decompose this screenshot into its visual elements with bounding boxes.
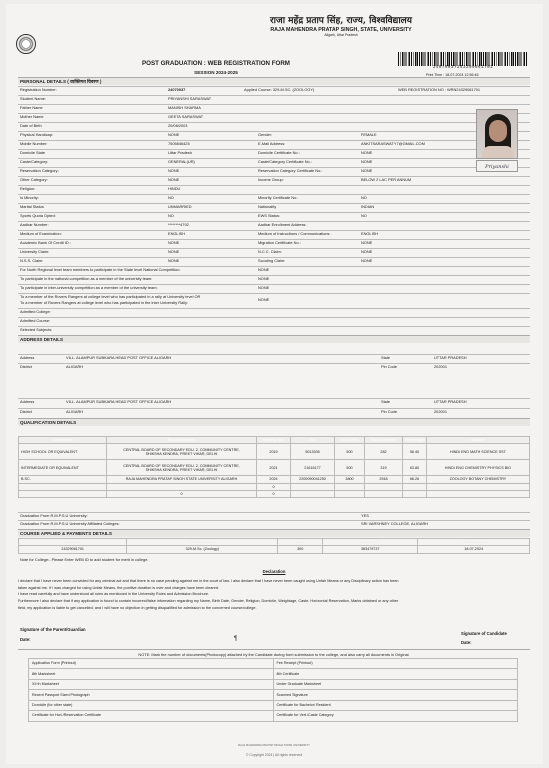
grad-college-value: SRI VARSHNEY COLLEGE, ALIGARH — [361, 521, 429, 526]
field-label: Reservation Category: — [20, 168, 59, 173]
form-row — [18, 408, 530, 409]
obtained-cell — [365, 490, 403, 497]
form-row — [18, 131, 530, 132]
footer-copyright: © Copyright 2024 | All rights reserved — [245, 753, 303, 757]
field-label: Address — [20, 355, 35, 360]
year-cell: 2024 — [257, 476, 291, 483]
field-label: Medium of Instructions / Communications: — [258, 231, 331, 236]
grad-univ-value: YES — [361, 513, 369, 518]
column-header: Applied Course — [127, 539, 278, 546]
field-label: Other Category: — [20, 177, 48, 182]
exam-cell: INTERMEDIATE OR EQUIVALENT — [19, 460, 107, 476]
sports-value: NO — [168, 213, 174, 218]
declaration-title: Declaration — [262, 569, 286, 574]
father-name: MANISH SHARMA — [168, 105, 201, 110]
table-row — [29, 711, 518, 721]
obtained-cell: 2518 — [365, 476, 403, 483]
claim-value: NONE — [258, 276, 270, 281]
abc-value: NONE — [168, 240, 180, 245]
list-item: Recent Passport Sized Photograph — [29, 690, 274, 700]
field-label: Scouting Claim: — [258, 258, 286, 263]
minority-value: NO — [168, 195, 174, 200]
caste-cert-value: NONE — [361, 159, 373, 164]
board-cell: RAJA MAHENDRA PRATAP SINGH STATE UNIVERSITY ALIGARH — [107, 476, 257, 483]
max-cell — [335, 490, 365, 497]
field-label: Admitted Course: — [20, 318, 51, 323]
exam-cell — [19, 483, 107, 490]
college-note: Note for College:- Please Enter WEB ID to add student for merit in college. — [20, 557, 149, 562]
field-label: Mother Name — [20, 114, 44, 119]
field-label: Marital Status — [20, 204, 44, 209]
field-label: District — [20, 409, 32, 414]
field-label: Is Minority: — [20, 195, 39, 200]
year-cell: 2019 — [257, 444, 291, 460]
nss-value: NONE — [168, 258, 180, 263]
field-label: Graduation From R.M.P.S.U University: — [20, 513, 88, 518]
field-label: Address — [20, 399, 35, 404]
table-row — [19, 460, 530, 476]
web-id-cell: 24329061701 — [19, 546, 127, 553]
university-name-hindi: राजा महेंद्र प्रताप सिंह, राज्य, विश्वविद्यालय — [270, 16, 412, 26]
medium-instr-value: ENGLISH — [361, 231, 379, 236]
marital-value: UNMARRIED — [168, 204, 192, 209]
column-header: Roll — [291, 437, 335, 444]
field-label: Aadhar Enrollment Address: — [258, 222, 307, 227]
max-cell: 500 — [335, 460, 365, 476]
field-label: Medium of Examination: — [20, 231, 62, 236]
max-cell: 3800 — [335, 476, 365, 483]
field-label: EWS Status: — [258, 213, 281, 218]
roll-cell: 21616177 — [291, 460, 335, 476]
ncc-value: NONE — [361, 249, 373, 254]
candidate-photo — [476, 109, 518, 159]
declaration-text: I declare that I have never been convicted for any criminal act and that there is no case pending against me in the court of law. I also declare that I have never been caught using Unfair Means or any Disciplinary action has been taken against me. If I was charged for using Unfair Means, the punitive duration is over and charges have been cleared. I have read carefully and have understood all rules as mentioned in the University Rules and Admission Brochure. Furthermore I also declare that if any application is found to contain incorrect/false information regarding my Name, Birth Date, Gender, Religion, Domicile, Weightage, Caste, Horizontal Reservation, Marks obtained or any other field, my application is liable to get cancelled, and I will have no objection in getting disqualified for admission to the concerned course/college. — [18, 579, 399, 610]
field-label: Domicile State — [20, 150, 46, 155]
state-value: UTTAR PRADESH — [434, 355, 467, 360]
form-row — [18, 95, 530, 96]
address-value: VILL- ALAMPUR SUBKARA HEAD POST OFFICE ALIGARH — [66, 399, 172, 404]
medium-exam-value: ENGLISH — [168, 231, 186, 236]
exam-cell: B.SC. — [19, 476, 107, 483]
column-header: Passing Year — [257, 437, 291, 444]
form-row — [18, 317, 530, 318]
field-label: State — [381, 355, 391, 360]
footer-university: RAJA MAHENDRA PRATAP SINGH STATE UNIVERSITY — [238, 743, 310, 747]
obtained-cell — [365, 483, 403, 490]
roll-cell — [291, 490, 335, 497]
barcode-icon — [398, 52, 528, 66]
table-row — [19, 546, 530, 553]
form-row — [18, 363, 530, 364]
reservation-value: NONE — [168, 168, 180, 173]
percentage-cell: 63.80 — [403, 460, 427, 476]
table-row — [29, 700, 518, 710]
field-label: Registration Number: — [20, 87, 57, 92]
form-row — [18, 185, 530, 186]
board-cell: CENTRAL BOARD OF SECONDARY EDU. 2, COMMUNITY CENTRE, SHIKSHA KENDRA, PREET VIHAR, DELHI — [107, 444, 257, 460]
list-item: Certificate for Vert./Caste Category — [273, 711, 518, 721]
payment-date-cell: 18-07-2024 — [418, 546, 530, 553]
field-label: District — [20, 364, 32, 369]
subjects-cell — [426, 483, 529, 490]
list-item: Scanned Signature — [273, 690, 518, 700]
qualification-table — [18, 436, 530, 498]
form-row — [18, 122, 530, 123]
form-row — [18, 308, 530, 309]
list-item: Under Graduate Marksheet — [273, 679, 518, 689]
religion-value: HINDU — [168, 186, 181, 191]
column-header: Subjects — [426, 437, 529, 444]
caste-value: GENERAL(UR) — [168, 159, 195, 164]
field-label: Religion: — [20, 186, 36, 191]
field-label: University Claim: — [20, 249, 50, 254]
column-header: Percentage — [403, 437, 427, 444]
form-row — [18, 326, 530, 327]
percentage-cell — [403, 483, 427, 490]
mother-name: GEETA SARASWAT — [168, 114, 204, 119]
list-item: 8th Marksheet — [29, 669, 274, 679]
aadhar-value: ********4792 — [168, 222, 189, 227]
field-label: Father Name — [20, 105, 43, 110]
form-row — [18, 104, 530, 105]
table-row — [19, 490, 530, 497]
form-row — [18, 113, 530, 114]
claim-value: NONE — [258, 297, 270, 302]
migration-value: NONE — [361, 240, 373, 245]
subjects-cell: ZOOLOGY BOTANY CHEMISTRY — [426, 476, 529, 483]
list-item: Application Form (Printout) — [29, 659, 274, 669]
date-of-birth: 20/08/2003 — [168, 123, 188, 128]
field-label: State — [381, 399, 391, 404]
percentage-cell: 56.40 — [403, 444, 427, 460]
parent-date-label: Date: — [20, 637, 31, 642]
field-label: Mobile Number: — [20, 141, 48, 146]
field-label: Caste/Category Certificate No.: — [258, 159, 312, 164]
parent-signature-label: Signature of the Parent/Guardian — [20, 627, 86, 632]
list-item: Fee Receipt (Printout) — [273, 659, 518, 669]
field-label: Pin Code — [381, 364, 398, 369]
university-name-english: RAJA MAHENDRA PRATAP SINGH, STATE, UNIVERSITY — [270, 27, 412, 34]
student-name: PRIYANSHI SARASWAT — [168, 96, 212, 101]
max-cell — [335, 483, 365, 490]
obtained-cell: 319 — [365, 460, 403, 476]
claim-value: NONE — [258, 267, 270, 272]
table-row — [19, 476, 530, 483]
minority-cert-value: NO — [361, 195, 367, 200]
pincode-value: 202001 — [434, 409, 447, 414]
candidate-signature-label: Signature of Candidate — [461, 631, 507, 636]
column-header: Fee — [278, 539, 323, 546]
univ-claim-value: NONE — [168, 249, 180, 254]
board-cell: 0 — [107, 490, 257, 497]
handicap-value: NONE — [168, 132, 180, 137]
field-label: To a member of Rovers Rangers at college level who has participated in the inter University Rally: — [20, 300, 189, 305]
list-item: Certificate for Bachelor/ Resident — [273, 700, 518, 710]
roll-cell: 2200090041250 — [291, 476, 335, 483]
field-label: Graduation From R.M.P.S.U University Affiliated Colleges: — [20, 521, 120, 526]
field-label: E-Mail Address: — [258, 141, 286, 146]
candidate-date-label: Date: — [461, 640, 472, 645]
column-header: Payment ID — [323, 539, 418, 546]
field-label: Reservation Category Certificate No.: — [258, 168, 323, 173]
field-label: Gender: — [258, 132, 273, 137]
documents-checklist — [28, 658, 518, 722]
field-label: Migration Certificate No.: — [258, 240, 301, 245]
list-item: XII th Marksheet — [29, 679, 274, 689]
subjects-cell: HINDI ENG MATH SCIENCE SST — [426, 444, 529, 460]
field-label: To participate in inter-university competition as a member of the university team: — [20, 285, 158, 290]
roll-cell: 5013305 — [291, 444, 335, 460]
column-header: Examination — [19, 437, 107, 444]
nationality-value: INDIAN — [361, 204, 375, 209]
reservation-cert-value: NONE — [361, 168, 373, 173]
percentage-cell: 66.26 — [403, 476, 427, 483]
table-row — [19, 483, 530, 490]
income-value: BELOW 2 LAC PER ANNUM — [361, 177, 412, 182]
mobile-value: 7505846425 — [168, 141, 190, 146]
column-header: Max Marks — [335, 437, 365, 444]
form-row — [18, 512, 530, 513]
barcode-number: 24070037243299661701 — [432, 66, 494, 70]
address-section-title: ADDRESS DETAILS — [18, 335, 530, 343]
print-time: Print Time : 18-07-2024 12:56:46 — [426, 73, 479, 77]
ews-value: NO — [361, 213, 367, 218]
subjects-cell — [426, 490, 529, 497]
form-title: POST GRADUATION : WEB REGISTRATION FORM — [142, 60, 290, 67]
subjects-cell: HINDI ENG CHEMISTRY PHYSICS BIO — [426, 460, 529, 476]
tick-mark: ¶ — [234, 636, 238, 642]
table-row — [29, 690, 518, 700]
field-label: N.S.S. Claim: — [20, 258, 44, 263]
column-header: Board/University — [107, 437, 257, 444]
registration-number: 24070037 — [168, 87, 186, 92]
table-row — [19, 444, 530, 460]
scouting-value: NONE — [361, 258, 373, 263]
field-label: Sports Quota Opted: — [20, 213, 56, 218]
university-location: Aligarh, Uttar Pradesh — [324, 33, 358, 38]
field-label: Minority Certificate No.: — [258, 195, 299, 200]
field-label: Caste/Category: — [20, 159, 49, 164]
address-value: VILL- ALAMPUR SUBKARA HEAD POST OFFICE ALIGARH — [66, 355, 172, 360]
field-label: Admitted College: — [20, 309, 51, 314]
candidate-signature-image: Priyanshi — [476, 160, 518, 172]
exam-cell — [19, 490, 107, 497]
qualification-section-title: QUALIFICATION DETAILS — [18, 418, 530, 426]
web-registration-number: WEB REGISTRATION NO : WRN24329061701 — [398, 87, 481, 92]
field-label: Physical Handicap: — [20, 132, 54, 137]
field-label: Academic Bank Of Credit ID.: — [20, 240, 71, 245]
field-label: To a member of the Rovers Rangers at college level who has participated in a rally at University level OR — [20, 294, 201, 299]
percentage-cell — [403, 490, 427, 497]
domicile-cert-value: NONE — [361, 150, 373, 155]
field-label: Aadhar Number: — [20, 222, 49, 227]
column-header: Web ID — [19, 539, 127, 546]
fee-cell: 300 — [278, 546, 323, 553]
district-value: ALIGARH — [66, 409, 84, 414]
list-item: Domicile (for other state) — [29, 700, 274, 710]
year-cell: 0 — [257, 490, 291, 497]
column-header: Marks Obtained — [365, 437, 403, 444]
district-value: ALIGARH — [66, 364, 84, 369]
field-label: Selected Subjects: — [20, 327, 53, 332]
year-cell: 2021 — [257, 460, 291, 476]
applied-course: Applied Course: 329-M.SC. (ZOOLOGY) — [244, 87, 315, 92]
column-header: Payment Date — [418, 539, 530, 546]
pincode-value: 202001 — [434, 364, 447, 369]
field-label: For North Regional level team members to participate in the State level National Competition: — [20, 267, 181, 272]
email-value: ANKITSARASWATY7@GMAIL.COM — [361, 141, 425, 146]
university-logo-icon — [16, 34, 36, 54]
state-value: UTTAR PRADESH — [434, 399, 467, 404]
field-label: Nationality — [258, 204, 277, 209]
applied-course-cell: 329-M.Sc. (Zoology) — [127, 546, 278, 553]
payment-id-cell: 383479737 — [323, 546, 418, 553]
domicile-state-value: Uttar Pradesh — [168, 150, 193, 155]
obtained-cell: 282 — [365, 444, 403, 460]
field-label: Income Group: — [258, 177, 284, 182]
registration-form-page — [6, 4, 543, 764]
gender-value: FEMALE — [361, 132, 377, 137]
list-item: 8th Certificate — [273, 669, 518, 679]
field-label: To participate in the national competition as a member of the university team: — [20, 276, 153, 281]
board-cell — [107, 483, 257, 490]
field-label: N.C.C. Claim: — [258, 249, 282, 254]
field-label: Date of Birth — [20, 123, 42, 128]
other-category-value: NONE — [168, 177, 180, 182]
roll-cell — [291, 483, 335, 490]
field-label: Domicile Certificate No.: — [258, 150, 300, 155]
table-row — [29, 669, 518, 679]
session-label: SESSION 2024-2025 — [194, 70, 238, 75]
max-cell: 500 — [335, 444, 365, 460]
university-header — [236, 16, 446, 38]
table-row — [29, 659, 518, 669]
claim-value: NONE — [258, 285, 270, 290]
field-label: Pin Code — [381, 409, 398, 414]
documents-note: NOTE: Mark the number of documents(Photocopy) attached by the Candidate during form submission to the college, and also carry all documents in Original. — [18, 649, 530, 657]
table-row — [29, 679, 518, 689]
list-item: Certificate for Hori./Reservation Certificate — [29, 711, 274, 721]
course-payment-table — [18, 538, 530, 554]
course-section-title: COURSE APPLIED & PAYMENTS DETAILS — [18, 529, 530, 537]
personal-section-title: PERSONAL DETAILS ( व्यक्तिगत विवरण ) — [18, 77, 530, 85]
year-cell: 0 — [257, 483, 291, 490]
board-cell: CENTRAL BOARD OF SECONDARY EDU. 2, COMMUNITY CENTRE, SHIKSHA KENDRA, PREET VIHAR, DELHI — [107, 460, 257, 476]
exam-cell: HIGH SCHOOL OR EQUIVALENT — [19, 444, 107, 460]
field-label: Student Name: — [20, 96, 46, 101]
